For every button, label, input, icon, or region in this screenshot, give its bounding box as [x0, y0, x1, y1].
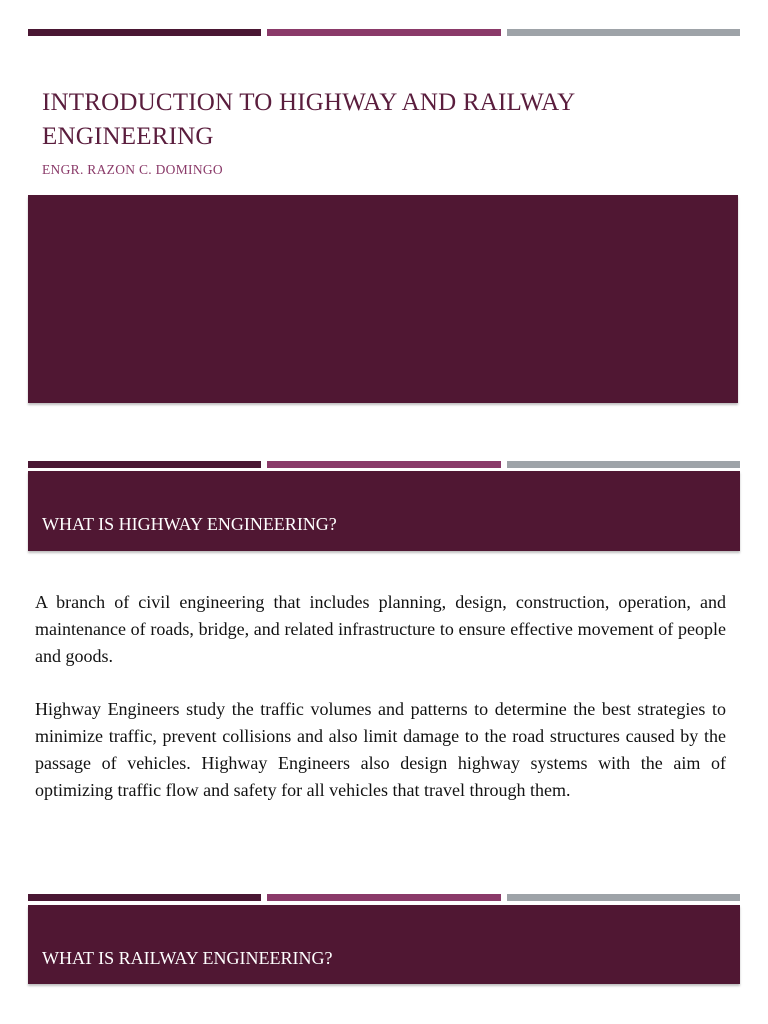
stripe-segment-gray — [507, 461, 740, 468]
railway-section-header — [28, 905, 740, 984]
railway-section-heading: WHAT IS RAILWAY ENGINEERING? — [42, 948, 333, 968]
stripe-segment-gray — [507, 894, 740, 901]
stripe-segment-mid — [267, 461, 500, 468]
slide-title: INTRODUCTION TO HIGHWAY AND RAILWAY ENGINEERING — [42, 89, 575, 150]
highway-section-header — [28, 471, 740, 551]
stripe-segment-gray — [507, 29, 740, 36]
stripe-segment-mid — [267, 29, 500, 36]
section-accent-stripe — [28, 894, 740, 901]
top-accent-stripe — [28, 29, 740, 36]
slide-subtitle: ENGR. RAZON C. DOMINGO — [42, 162, 223, 177]
highway-definition-paragraph: A branch of civil engineering that includes planning, design, construction, operation, and maintenance of roads, bridge, and related infrastructure to ensure effective movement of people and goods. — [35, 592, 726, 666]
stripe-segment-mid — [267, 894, 500, 901]
section-accent-stripe — [28, 461, 740, 468]
stripe-segment-dark — [28, 461, 261, 468]
highway-engineers-paragraph: Highway Engineers study the traffic volumes and patterns to determine the best strategies to minimize traffic, prevent collisions and also limit damage to the road structures caused by the passage of vehicles. Highway Engineers also design highway systems with the aim of optimizing traffic flow and safety for all vehicles that travel through them. — [35, 699, 726, 800]
highway-section-heading: WHAT IS HIGHWAY ENGINEERING? — [42, 514, 337, 534]
title-color-band — [28, 195, 738, 403]
stripe-segment-dark — [28, 29, 261, 36]
stripe-segment-dark — [28, 894, 261, 901]
